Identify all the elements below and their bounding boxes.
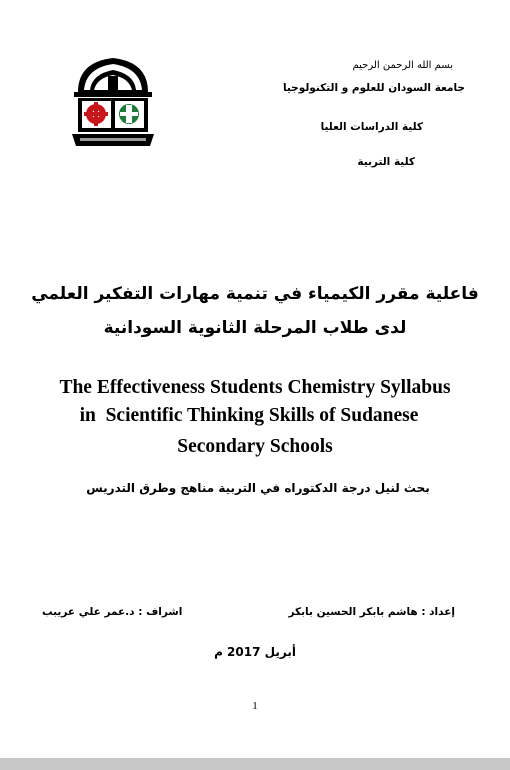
english-title-line1: The Effectiveness Students Chemistry Syllabus bbox=[59, 377, 451, 398]
university-name: جامعة السودان للعلوم و التكنولوجيا bbox=[282, 82, 465, 94]
college-graduate-studies: كلية الدراسات العليا bbox=[320, 121, 423, 133]
footer-bar bbox=[0, 758, 510, 770]
college-education: كلية التربية bbox=[357, 156, 415, 168]
page-number: 1 bbox=[252, 700, 258, 712]
prepared-by: إعداد : هاشم بابكر الحسين بابكر bbox=[288, 606, 455, 618]
english-title-line3: Secondary Schools bbox=[177, 436, 333, 457]
supervisor: اشراف : د.عمر علي عريبب bbox=[42, 606, 183, 618]
basmala-text: بسم الله الرحمن الرحيم bbox=[352, 60, 453, 71]
english-title-line2: in Scientific Thinking Skills of Sudanese bbox=[79, 405, 419, 426]
degree-subtitle: بحث لنيل درجة الدكتوراه في التربية مناهج وطرق التدريس bbox=[86, 481, 430, 495]
arabic-title-line1: فاعلية مقرر الكيمياء في تنمية مهارات التفكير العلمي bbox=[31, 284, 479, 304]
arabic-title-line2: لدى طلاب المرحلة الثانوية السودانية bbox=[103, 318, 407, 338]
submission-date: أبريل 2017 م bbox=[214, 645, 296, 659]
university-crest-logo bbox=[64, 52, 162, 152]
